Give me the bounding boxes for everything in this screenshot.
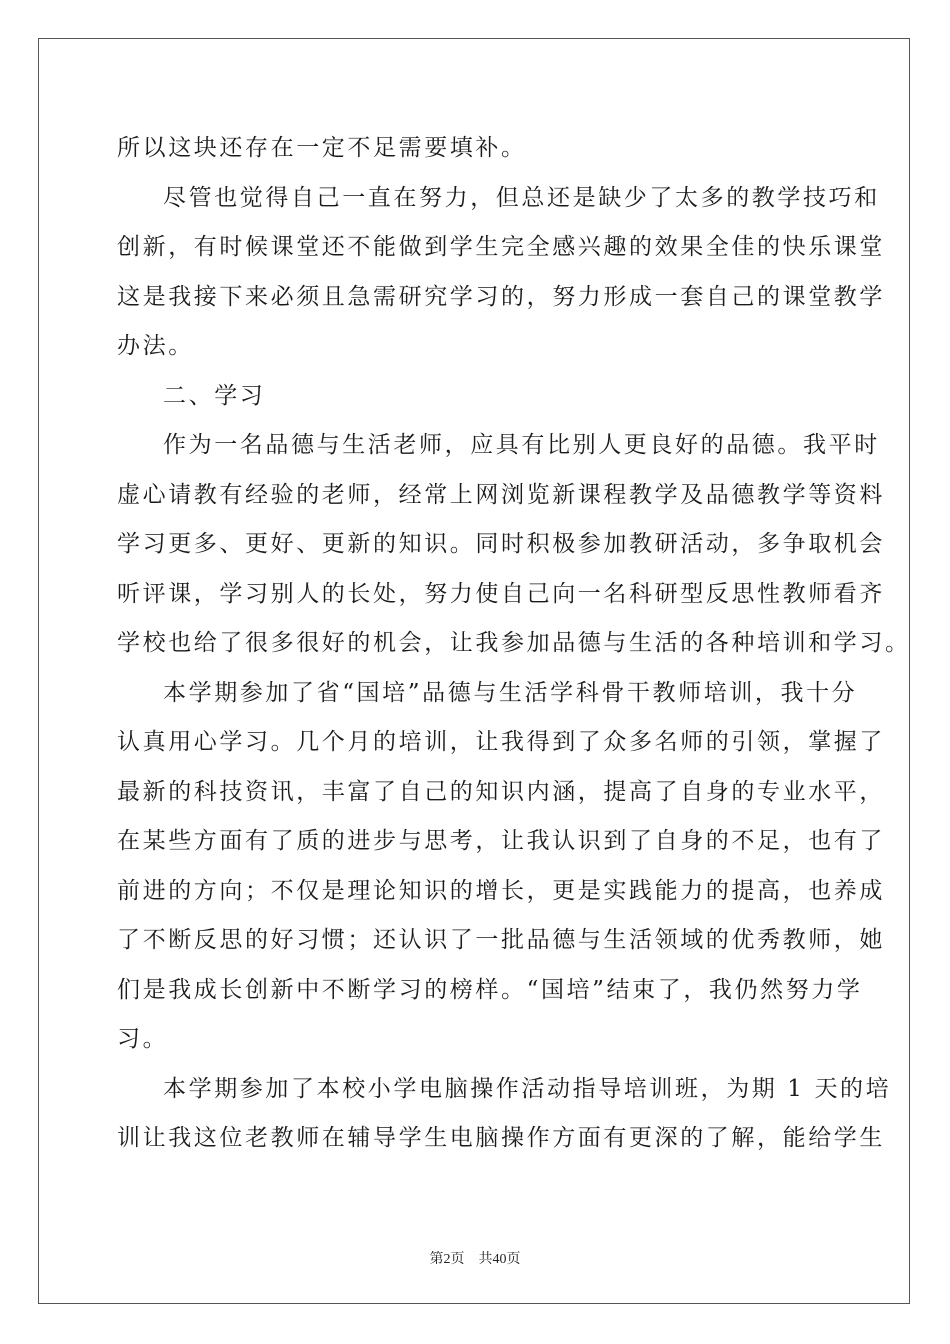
text-line: 学校也给了很多很好的机会，让我参加品德与生活的各种培训和学习。 bbox=[117, 630, 911, 656]
text-line: 作为一名品德与生活老师，应具有比别人更良好的品德。我平时 bbox=[163, 432, 880, 458]
text-line: 们是我成长创新中不断学习的榜样。“国培”结束了，我仍然努力学 bbox=[117, 976, 863, 1003]
text-line: 本学期参加了省“国培”品德与生活学科骨干教师培训，我十分 bbox=[163, 679, 858, 706]
text-line: 前进的方向；不仅是理论知识的增长，更是实践能力的提高，也养成 bbox=[117, 877, 885, 904]
page-footer bbox=[0, 1248, 950, 1268]
document-body bbox=[117, 124, 911, 1164]
text-line: 所以这块还存在一定不足需要填补。 bbox=[117, 135, 527, 161]
page-total: 共40页 bbox=[478, 1252, 521, 1267]
text-line: 训让我这位老教师在辅导学生电脑操作方面有更深的了解，能给学生 bbox=[117, 1125, 885, 1151]
text-line: 本学期参加了本校小学电脑操作活动指导培训班，为期 1 天的培 bbox=[163, 1075, 892, 1102]
text-line: 二、学习 bbox=[163, 382, 266, 409]
text-line: 学习更多、更好、更新的知识。同时积极参加教研活动，多争取机会 bbox=[117, 531, 885, 557]
page-number: 第2页 bbox=[429, 1252, 465, 1267]
text-line: 最新的科技资讯，丰富了自己的知识内涵，提高了自身的专业水平， bbox=[117, 778, 885, 805]
text-line: 这是我接下来必须且急需研究学习的，努力形成一套自己的课堂教学 bbox=[117, 283, 885, 310]
text-line: 虚心请教有经验的老师，经常上网浏览新课程教学及品德教学等资料 bbox=[117, 481, 885, 508]
text-line: 尽管也觉得自己一直在努力，但总还是缺少了太多的教学技巧和 bbox=[163, 184, 880, 211]
text-line: 在某些方面有了质的进步与思考，让我认识到了自身的不足，也有了 bbox=[117, 828, 885, 854]
text-line: 听评课，学习别人的长处，努力使自己向一名科研型反思性教师看齐 bbox=[117, 580, 885, 607]
text-line: 了不断反思的好习惯；还认识了一批品德与生活领域的优秀教师，她 bbox=[117, 927, 885, 953]
text-line: 办法。 bbox=[117, 333, 194, 359]
text-line: 创新，有时候课堂还不能做到学生完全感兴趣的效果全佳的快乐课堂 bbox=[117, 234, 885, 260]
text-line: 认真用心学习。几个月的培训，让我得到了众多名师的引领，掌握了 bbox=[117, 729, 885, 755]
text-line: 习。 bbox=[117, 1026, 169, 1052]
